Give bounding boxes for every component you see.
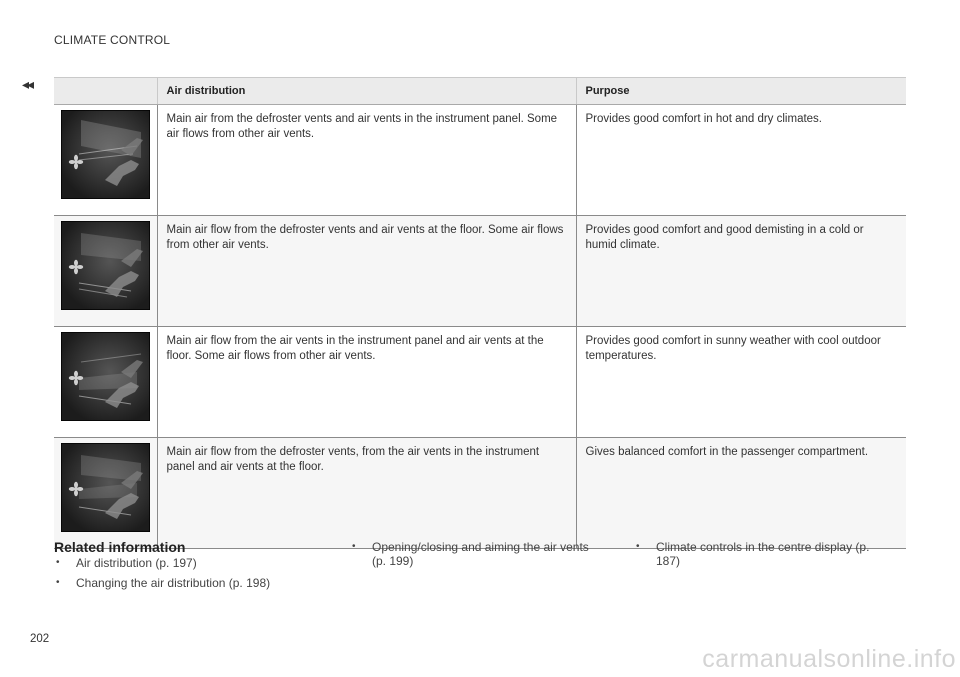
row-illustration-cell	[54, 216, 157, 327]
air-distribution-table	[54, 77, 906, 549]
related-link-changing-air-distribution[interactable]	[54, 576, 324, 590]
row-air-distribution-text: Main air flow from the defroster vents, from the air vents in the instrument panel and air vents at the floor.	[157, 438, 576, 549]
related-information	[54, 538, 906, 590]
related-link-air-distribution[interactable]	[54, 556, 324, 570]
table-row	[54, 327, 906, 438]
section-header: CLIMATE CONTROL	[54, 33, 171, 47]
table-row	[54, 438, 906, 549]
page-number: 202	[30, 633, 50, 645]
related-link-text[interactable]: Opening/closing and aiming the air vents (p. 199)	[372, 540, 589, 568]
row-air-distribution-text: Main air from the defroster vents and air vents in the instrument panel. Some air flows from other air vents.	[157, 105, 576, 216]
row-air-distribution-text: Main air flow from the defroster vents and air vents at the floor. Some air flows from other air vents.	[157, 216, 576, 327]
related-link-air-vents[interactable]	[350, 540, 600, 568]
table-row	[54, 105, 906, 216]
header-icon-column	[54, 78, 157, 105]
related-information-title: Related information	[54, 539, 186, 555]
row-purpose-text: Provides good comfort in hot and dry climates.	[576, 105, 906, 216]
row-purpose-text: Provides good comfort and good demisting in a cold or humid climate.	[576, 216, 906, 327]
row-illustration-cell	[54, 327, 157, 438]
related-column-1	[54, 556, 324, 596]
bullet-icon: •	[636, 541, 640, 552]
row-illustration-cell	[54, 438, 157, 549]
row-illustration-cell	[54, 105, 157, 216]
row-air-distribution-text: Main air flow from the air vents in the instrument panel and air vents at the floor. Some air flows from other air vents.	[157, 327, 576, 438]
related-link-text[interactable]: Climate controls in the centre display (p. 187)	[656, 540, 870, 568]
related-link-text[interactable]: Changing the air distribution (p. 198)	[76, 576, 271, 590]
related-link-climate-controls[interactable]	[634, 540, 884, 568]
bullet-icon: •	[56, 557, 60, 568]
air-distribution-all-vents-icon	[61, 443, 150, 532]
air-distribution-dash-floor-icon	[61, 332, 150, 421]
header-air-distribution: Air distribution	[157, 78, 576, 105]
row-purpose-text: Gives balanced comfort in the passenger compartment.	[576, 438, 906, 549]
bullet-icon: •	[56, 577, 60, 588]
related-link-text[interactable]: Air distribution (p. 197)	[76, 556, 197, 570]
bullet-icon: •	[352, 541, 356, 552]
air-distribution-windscreen-dash-icon	[61, 110, 150, 199]
related-column-2	[350, 540, 600, 574]
table-row	[54, 216, 906, 327]
air-distribution-windscreen-floor-icon	[61, 221, 150, 310]
back-arrow-icon[interactable]: ◂◂	[22, 76, 33, 92]
table-header-row	[54, 78, 906, 105]
watermark: carmanualsonline.info	[702, 645, 956, 673]
row-purpose-text: Provides good comfort in sunny weather with cool outdoor temperatures.	[576, 327, 906, 438]
related-column-3	[634, 540, 884, 574]
header-purpose: Purpose	[576, 78, 906, 105]
